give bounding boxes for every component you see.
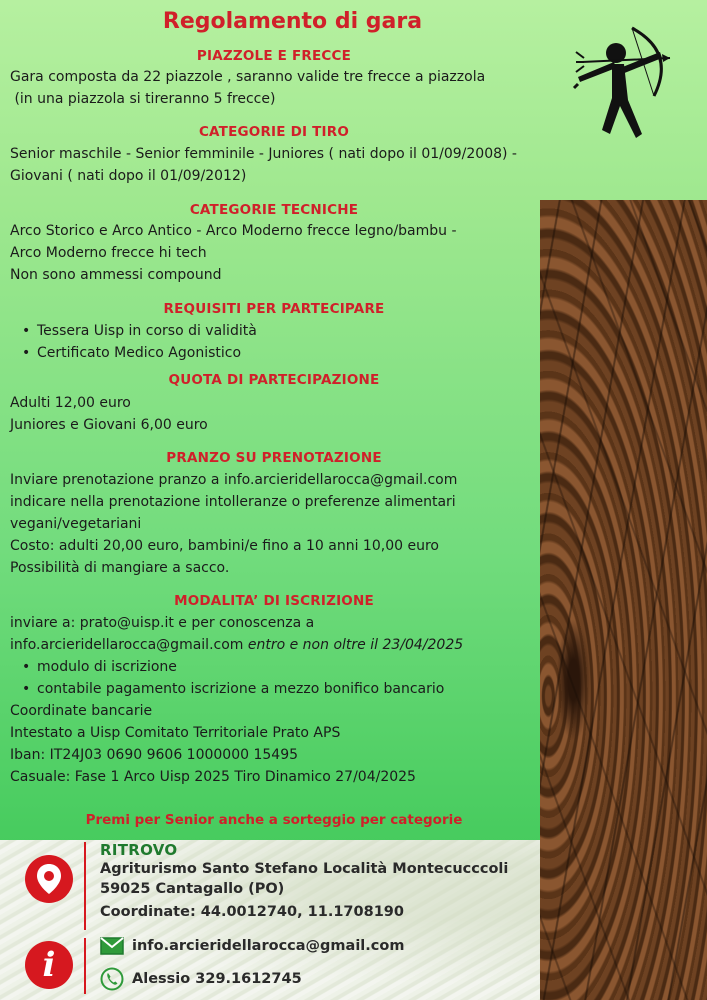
address-line: 59025 Cantagallo (PO) xyxy=(100,881,285,897)
text-line: Costo: adulti 20,00 euro, bambini/e fino a 10 anni 10,00 euro xyxy=(10,538,439,554)
text-line: Giovani ( nati dopo il 01/09/2012) xyxy=(10,168,247,184)
divider xyxy=(84,938,86,994)
section-heading-piazzole: PIAZZOLE E FRECCE xyxy=(196,48,352,64)
text-line: Possibilità di mangiare a sacco. xyxy=(10,560,230,576)
text-line: (in una piazzola si tireranno 5 frecce) xyxy=(10,91,276,107)
iscrizione-text xyxy=(10,612,538,788)
categorie-tiro-text xyxy=(10,143,538,187)
envelope-icon xyxy=(100,937,124,955)
phone-icon xyxy=(100,967,124,991)
deadline-text: entro e non oltre il 23/04/2025 xyxy=(247,637,464,653)
text-line: Intestato a Uisp Comitato Territoriale Prato APS xyxy=(10,725,341,741)
wood-texture-image xyxy=(540,200,707,1000)
location-pin-icon xyxy=(25,855,73,903)
address-line: Agriturismo Santo Stefano Località Montecucccoli xyxy=(100,861,509,877)
text-line: Arco Storico e Arco Antico - Arco Moderno frecce legno/bambu - xyxy=(10,223,457,239)
list-item: • contabile pagamento iscrizione a mezzo bonifico bancario xyxy=(10,678,538,700)
page-title: Regolamento di gara xyxy=(162,9,423,34)
email-text: info.arcieridellarocca@gmail.com xyxy=(132,938,405,954)
divider xyxy=(84,842,86,930)
text-line: Non sono ammessi compound xyxy=(10,267,222,283)
text-line: Coordinate bancarie xyxy=(10,703,153,719)
phone-contact[interactable] xyxy=(100,967,302,991)
ritrovo-label: RITROVO xyxy=(100,841,178,859)
text-line: Gara composta da 22 piazzole , saranno valide tre frecce a piazzola xyxy=(10,69,486,85)
section-heading-categorie-tiro: CATEGORIE DI TIRO xyxy=(198,124,350,140)
email-contact[interactable] xyxy=(100,937,404,955)
text-line: Arco Moderno frecce hi tech xyxy=(10,245,207,261)
text-line xyxy=(10,634,538,656)
footer-info xyxy=(0,840,540,1000)
address xyxy=(100,859,530,899)
list-item: • Certificato Medico Agonistico xyxy=(10,342,538,364)
categorie-tecniche-text xyxy=(10,220,538,286)
text-line: vegani/vegetariani xyxy=(10,516,142,532)
archer-icon xyxy=(572,22,674,162)
text-line: Juniores e Giovani 6,00 euro xyxy=(10,417,208,433)
pranzo-text xyxy=(10,469,538,579)
list-item: • modulo di iscrizione xyxy=(10,656,538,678)
text-line: Senior maschile - Senior femminile - Juniores ( nati dopo il 01/09/2008) - xyxy=(10,146,517,162)
text-line: Casuale: Fase 1 Arco Uisp 2025 Tiro Dinamico 27/04/2025 xyxy=(10,769,416,785)
section-heading-quota: QUOTA DI PARTECIPAZIONE xyxy=(168,372,380,388)
email-text: info.arcieridellarocca@gmail.com xyxy=(10,637,244,653)
text-line: Iban: IT24J03 0690 9606 1000000 15495 xyxy=(10,747,299,763)
prizes-note: Premi per Senior anche a sorteggio per categorie xyxy=(85,812,463,828)
requisiti-list xyxy=(10,320,538,364)
text-line: Inviare prenotazione pranzo a info.arcieridellarocca@gmail.com xyxy=(10,472,458,488)
quota-text xyxy=(10,392,538,436)
coordinates: Coordinate: 44.0012740, 11.1708190 xyxy=(100,904,404,920)
text-line: inviare a: prato@uisp.it e per conoscenza a xyxy=(10,615,315,631)
info-icon: i xyxy=(25,941,73,989)
list-item: • Tessera Uisp in corso di validità xyxy=(10,320,538,342)
section-heading-categorie-tecniche: CATEGORIE TECNICHE xyxy=(189,202,359,218)
text-line: Adulti 12,00 euro xyxy=(10,395,131,411)
text-line: indicare nella prenotazione intolleranze o preferenze alimentari xyxy=(10,494,456,510)
section-heading-pranzo: PRANZO SU PRENOTAZIONE xyxy=(166,450,382,466)
phone-text: Alessio 329.1612745 xyxy=(132,971,302,987)
section-heading-iscrizione: MODALITA’ DI ISCRIZIONE xyxy=(174,593,374,609)
piazzole-text xyxy=(10,66,538,110)
section-heading-requisiti: REQUISITI PER PARTECIPARE xyxy=(163,301,385,317)
